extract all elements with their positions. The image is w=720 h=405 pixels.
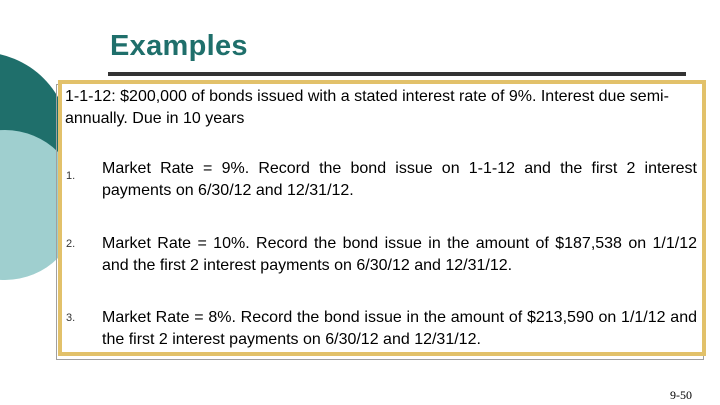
item-number: 3. xyxy=(66,312,76,324)
title-underline xyxy=(108,72,686,76)
list-item: Market Rate = 8%. Record the bond issue in the amount of $213,590 on 1/1/12 and the first 2 interest payments on 6/30/12 and 12/31/12. xyxy=(102,309,697,348)
intro-text: 1-1-12: $200,000 of bonds issued with a stated interest rate of 9%. Interest due semi-annually. Due in 10 years xyxy=(65,88,669,127)
page-number: 9-50 xyxy=(670,388,692,402)
slide-title: Examples xyxy=(110,30,248,62)
item-number: 2. xyxy=(66,238,76,250)
item-number: 1. xyxy=(66,170,76,182)
list-item: Market Rate = 10%. Record the bond issue in the amount of $187,538 on 1/1/12 and the first 2 interest payments on 6/30/12 and 12/31/12. xyxy=(102,235,697,274)
list-item: Market Rate = 9%. Record the bond issue on 1-1-12 and the first 2 interest payments on 6/30/12 and 12/31/12. xyxy=(102,160,697,199)
